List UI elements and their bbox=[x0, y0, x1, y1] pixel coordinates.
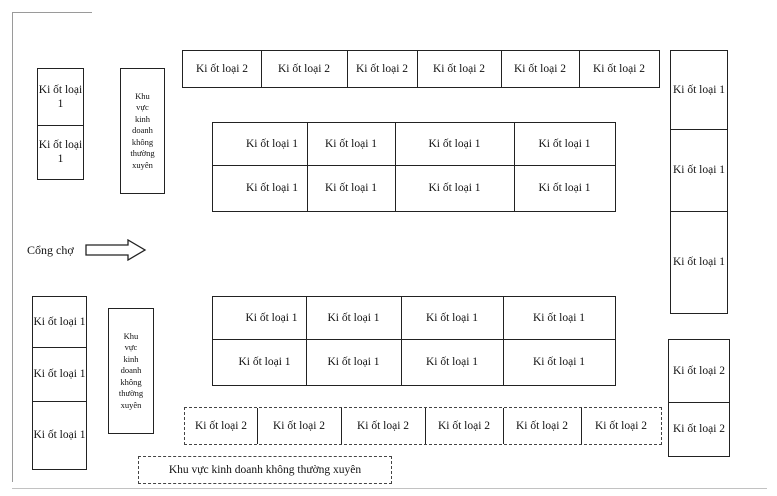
kiosk-type1: Ki ốt loại 1 bbox=[327, 311, 380, 324]
kiosk-type2: Ki ốt loại 2 bbox=[672, 364, 726, 377]
left-top-kiosk-column bbox=[37, 68, 84, 180]
kiosk-type1: Ki ốt loại 1 bbox=[532, 355, 586, 368]
lower-kiosk-block bbox=[212, 296, 616, 386]
top-kiosk-row bbox=[182, 50, 660, 88]
kiosk-type1: Ki ốt loại 1 bbox=[33, 428, 86, 441]
kiosk-type1: Ki ốt loại 1 bbox=[672, 255, 726, 268]
market-gate-label: Cổng chợ bbox=[27, 243, 74, 257]
informal-business-area-lower bbox=[108, 308, 154, 434]
upper-kiosk-block bbox=[212, 122, 616, 212]
kiosk-type1: Ki ốt loại 1 bbox=[324, 181, 378, 194]
kiosk-type1: Ki ốt loại 1 bbox=[425, 311, 479, 324]
kiosk-type1: Ki ốt loại 1 bbox=[538, 137, 591, 150]
kiosk-type1: Ki ốt loại 1 bbox=[672, 83, 726, 96]
kiosk-type1: Ki ốt loại 1 bbox=[425, 355, 479, 368]
right-bottom-kiosk-column bbox=[668, 339, 730, 457]
scan-edge-left bbox=[12, 12, 13, 482]
kiosk-type2: Ki ốt loại 2 bbox=[356, 419, 410, 432]
kiosk-type1: Ki ốt loại 1 bbox=[245, 137, 299, 150]
kiosk-type1: Ki ốt loại 1 bbox=[327, 355, 380, 368]
kiosk-type2: Ki ốt loại 2 bbox=[672, 422, 726, 435]
kiosk-type1: Ki ốt loại 1 bbox=[38, 83, 83, 110]
kiosk-type2: Ki ốt loại 2 bbox=[194, 419, 248, 432]
bottom-kiosk-row bbox=[184, 407, 662, 445]
kiosk-type1: Ki ốt loại 1 bbox=[238, 355, 291, 368]
kiosk-type1: Ki ốt loại 1 bbox=[38, 138, 83, 165]
kiosk-type2: Ki ốt loại 2 bbox=[594, 419, 648, 432]
kiosk-type2: Ki ốt loại 2 bbox=[272, 419, 326, 432]
kiosk-type1: Ki ốt loại 1 bbox=[428, 137, 481, 150]
kiosk-type1: Ki ốt loại 1 bbox=[324, 137, 378, 150]
kiosk-type1: Ki ốt loại 1 bbox=[33, 367, 86, 380]
informal-business-area-bottom bbox=[138, 456, 392, 484]
informal-area-label: Khu vực kinh doanh không thường xuyên bbox=[168, 463, 362, 476]
kiosk-type2: Ki ốt loại 2 bbox=[592, 62, 646, 75]
kiosk-type1: Ki ốt loại 1 bbox=[428, 181, 481, 194]
scan-edge-bottom bbox=[12, 488, 767, 489]
kiosk-type1: Ki ốt loại 1 bbox=[538, 181, 591, 194]
kiosk-type1: Ki ốt loại 1 bbox=[245, 311, 298, 324]
left-bottom-kiosk-column bbox=[32, 296, 87, 470]
informal-area-label: Khu vực kinh doanh không thường xuyên bbox=[118, 330, 144, 410]
right-top-kiosk-column bbox=[670, 50, 728, 314]
scan-edge-top bbox=[12, 12, 92, 13]
informal-business-area-upper bbox=[120, 68, 165, 194]
kiosk-type1: Ki ốt loại 1 bbox=[245, 181, 299, 194]
kiosk-type1: Ki ốt loại 1 bbox=[33, 315, 86, 328]
kiosk-type2: Ki ốt loại 2 bbox=[515, 419, 569, 432]
kiosk-type2: Ki ốt loại 2 bbox=[432, 62, 486, 75]
kiosk-type1: Ki ốt loại 1 bbox=[672, 163, 726, 176]
right-arrow-icon bbox=[85, 239, 147, 261]
kiosk-type2: Ki ốt loại 2 bbox=[437, 419, 491, 432]
kiosk-type2: Ki ốt loại 2 bbox=[277, 62, 331, 75]
kiosk-type1: Ki ốt loại 1 bbox=[532, 311, 586, 324]
kiosk-type2: Ki ốt loại 2 bbox=[195, 62, 249, 75]
informal-area-label: Khu vực kinh doanh không thường xuyên bbox=[130, 90, 155, 170]
kiosk-type2: Ki ốt loại 2 bbox=[513, 62, 567, 75]
kiosk-type2: Ki ốt loại 2 bbox=[355, 62, 409, 75]
